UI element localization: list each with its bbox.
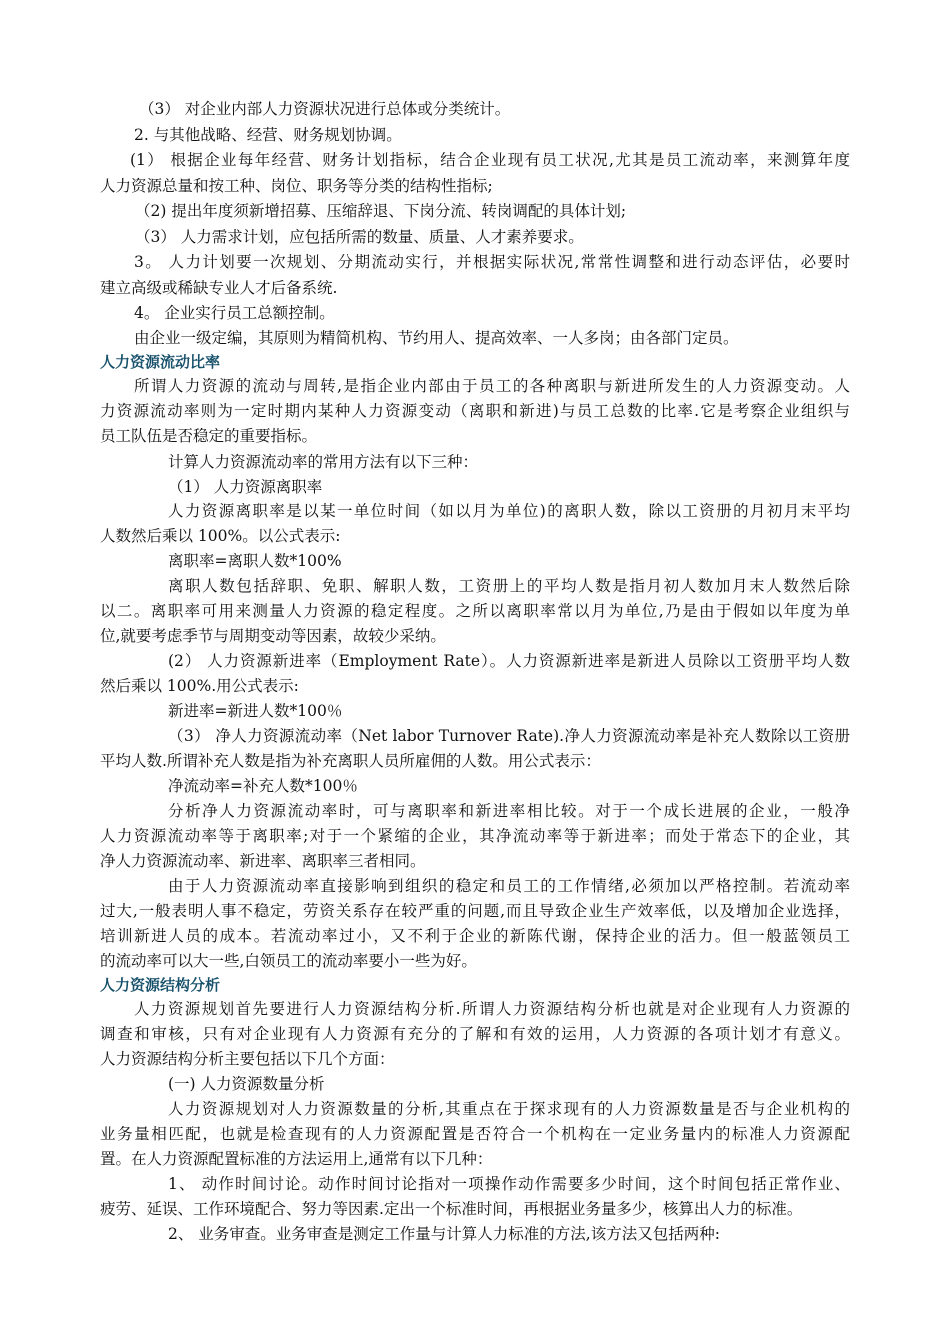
text-line: 人数然后乘以 100%。以公式表示: [100,527,341,545]
text-line: 计算人力资源流动率的常用方法有以下三种： [168,453,479,471]
text-line: 分析净人力资源流动率时，可与离职率和新进率相比较。对于一个成长进展的企业，一般净 [168,802,850,820]
text-line: 培训新进人员的成本。若流动率过小，又不利于企业的新陈代谢，保持企业的活力。但一般蓝领员工 [100,927,850,945]
text-line: 以二。离职率可用来测量人力资源的稳定程度。之所以离职率常以月为单位,乃是由于假如以年度为单 [100,602,850,620]
formula-line: 净流动率=补充人数*100％ [168,777,358,795]
text-line: 然后乘以 100%.用公式表示: [100,677,299,695]
text-line: 3。 人力计划要一次规划、分期流动实行，并根据实际状况,常常性调整和进行动态评估，必要时 [134,253,850,271]
text-line: 人力资源总量和按工种、岗位、职务等分类的结构性指标; [100,177,493,195]
text-line: 置。在人力资源配置标准的方法运用上,通常有以下几种： [100,1150,493,1168]
text-line: 净人力资源流动率、新进率、离职率三者相同。 [100,852,426,870]
text-line: 由于人力资源流动率直接影响到组织的稳定和员工的工作情绪,必须加以严格控制。若流动率 [168,877,850,895]
text-line: 的流动率可以大一些,白领员工的流动率要小一些为好。 [100,952,477,970]
text-line: 1、 动作时间讨论。动作时间讨论指对一项操作动作需要多少时间，这个时间包括正常作业、 [168,1175,850,1193]
text-line: 由企业一级定编，其原则为精简机构、节约用人、提高效率、一人多岗；由各部门定员。 [134,329,739,347]
text-line: 力资源流动率则为一定时期内某种人力资源变动（离职和新进)与员工总数的比率.它是考察企业组织与 [100,402,850,420]
text-line: 人力资源离职率是以某一单位时间（如以月为单位)的离职人数，除以工资册的月初月末平均 [168,502,850,520]
text-line: 人力资源结构分析主要包括以下几个方面： [100,1050,395,1068]
text-line: 业务量相匹配，也就是检查现有的人力资源配置是否符合一个机构在一定业务量内的标准人力资源配 [100,1125,850,1143]
section-heading: 人力资源流动比率 [100,353,221,371]
text-line: （3） 净人力资源流动率（Net labor Turnover Rate).净人力资源流动率是补充人数除以工资册 [168,727,850,745]
text-line: （2) 提出年度须新增招募、压缩辞退、下岗分流、转岗调配的具体计划; [135,202,627,220]
text-line: 离职人数包括辞职、免职、解职人数，工资册上的平均人数是指月初人数加月末人数然后除 [168,577,850,595]
text-line: (1） 根据企业每年经营、财务计划指标，结合企业现有员工状况,尤其是员工流动率，来测算年度 [130,151,850,169]
text-line: 员工队伍是否稳定的重要指标。 [100,427,318,445]
formula-line: 离职率=离职人数*100% [168,552,342,570]
text-line: （3） 对企业内部人力资源状况进行总体或分类统计。 [139,100,511,118]
text-line: 人力资源规划对人力资源数量的分析,其重点在于探求现有的人力资源数量是否与企业机构的 [168,1100,850,1118]
text-line: 建立高级或稀缺专业人才后备系统. [100,279,338,297]
subheading-line: (一) 人力资源数量分析 [168,1075,325,1093]
text-line: 位,就要考虑季节与周期变动等因素，故较少采纳。 [100,627,446,645]
text-line: （1） 人力资源离职率 [168,478,323,496]
text-line: 2. 与其他战略、经营、财务规划协调。 [134,126,402,144]
text-line: 人力资源规划首先要进行人力资源结构分析.所谓人力资源结构分析也就是对企业现有人力资源的 [134,1000,850,1018]
text-line: 过大,一般表明人事不稳定，劳资关系存在较严重的问题,而且导致企业生产效率低，以及增加企业选择， [100,902,850,920]
text-line: 2、 业务审查。业务审查是测定工作量与计算人力标准的方法,该方法又包括两种: [168,1225,720,1243]
text-line: 4。 企业实行员工总额控制。 [134,304,335,322]
text-line: 调查和审核，只有对企业现有人力资源有充分的了解和有效的运用，人力资源的各项计划才有意义。 [100,1025,850,1043]
text-line: (2） 人力资源新进率（Employment Rate）。人力资源新进率是新进人员除以工资册平均人数 [168,652,850,670]
text-line: 平均人数.所谓补充人数是指为补充离职人员所雇佣的人数。用公式表示： [100,752,601,770]
text-line: 所谓人力资源的流动与周转,是指企业内部由于员工的各种离职与新进所发生的人力资源变动。人 [134,377,850,395]
section-heading: 人力资源结构分析 [100,976,221,994]
text-line: （3） 人力需求计划，应包括所需的数量、质量、人才素养要求。 [135,228,584,246]
text-line: 疲劳、延误、工作环境配合、努力等因素.定出一个标准时间，再根据业务量多少，核算出人力的标准。 [100,1200,803,1218]
text-line: 人力资源流动率等于离职率;对于一个紧缩的企业，其净流动率等于新进率；而处于常态下的企业，其 [100,827,850,845]
formula-line: 新进率=新进人数*100％ [168,702,343,720]
